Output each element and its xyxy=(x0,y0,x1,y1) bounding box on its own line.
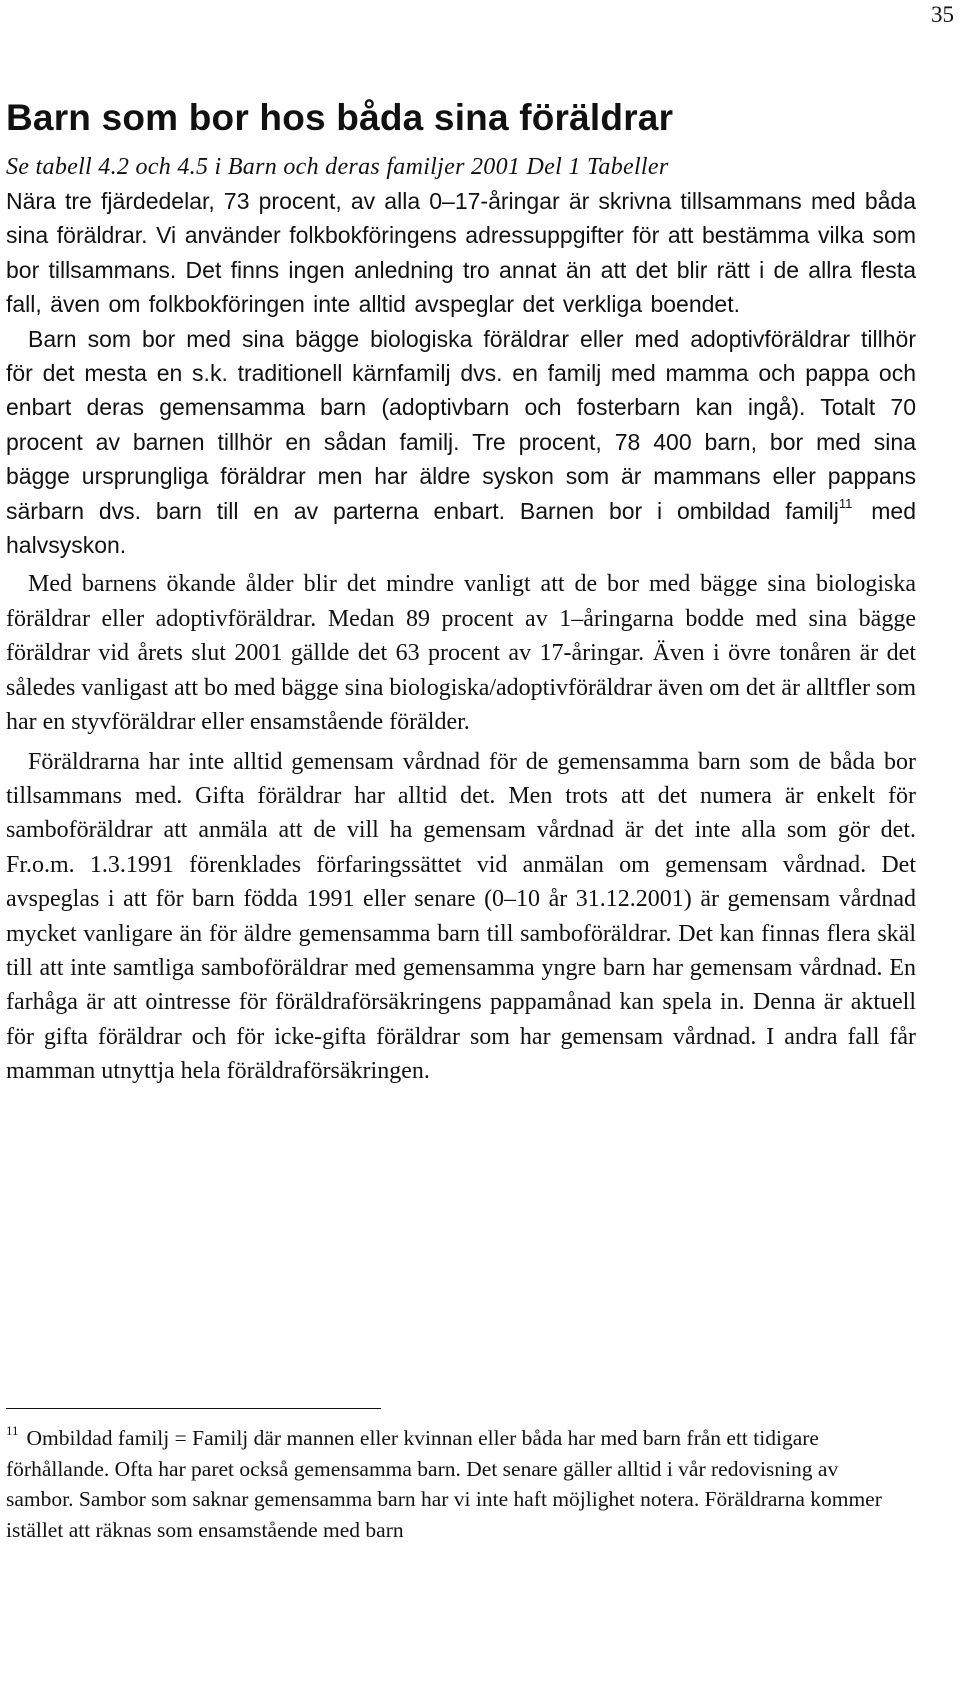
footnote-number: 11 xyxy=(6,1423,19,1438)
paragraph-4: Föräldrarna har inte alltid gemensam vårdnad för de gemensamma barn som de båda bor tillsammans med. Gifta föräldrar har alltid det. Men trots att det numera är enkelt för samboföräldrar att anmäla att de vill ha gemensam vårdnad är det inte alla som gör det. Fr.o.m. 1.3.1991 förenklades förfaringssättet vid anmälan om gemensam vårdnad. Det avspeglas i att för barn födda 1991 eller senare (0–10 år 31.12.2001) är gemensam vårdnad mycket vanligare än för äldre gemensamma barn till samboföräldrar. Det kan finnas flera skäl till att inte samtliga samboföräldrar med gemensamma yngre barn har gemensam vårdnad. En farhåga är att ointresse för föräldraförsäkringens pappamånad kan spela in. Denna är aktuell för gifta föräldrar och för icke-gifta föräldrar som har gemensam vårdnad. I andra fall får mamman utnyttja hela föräldraförsäkringen. xyxy=(6,748,916,1085)
footnote-text: Ombildad familj = Familj där mannen eller kvinnan eller båda har med barn från ett tidigare förhållande. Ofta har paret också gemensamma barn. Det senare gäller alltid i vår redovisning av sambor. Sambor som saknar gemensamma barn har vi inte haft möjlighet notera. Föräldrarna kommer istället att räknas som ensamstående med barn xyxy=(6,1426,882,1542)
paragraph-2-text-end: med halvsyskon. xyxy=(6,497,916,559)
table-reference: Se tabell 4.2 och 4.5 i Barn och deras familjer 2001 Del 1 Tabeller xyxy=(6,154,669,180)
main-content xyxy=(6,95,916,1089)
footnote xyxy=(6,1423,911,1545)
page-number: 35 xyxy=(931,2,954,27)
paragraph-1 xyxy=(6,184,916,322)
paragraph-3: Med barnens ökande ålder blir det mindre vanligt att de bor med bägge sina biologiska föräldrar eller adoptivföräldrar. Medan 89 procent av 1–åringarna bodde med sina bägge föräldrar vid årets slut 2001 gällde det 63 procent av 17-åringar. Även i övre tonåren är det således vanligast att bo med bägge sina biologiska/adoptivföräldrar även om det är alltfler som har en styvföräldrar eller ensamstående förälder. xyxy=(6,571,916,736)
paragraph-2-text: Barn som bor med sina bägge biologiska föräldrar eller med adoptivföräldrar tillhör för det mesta en s.k. traditionell kärnfamilj dvs. en familj med mamma och pappa och enbart deras gemensamma barn (adoptivbarn och fosterbarn kan ingå). Totalt 70 procent av barnen tillhör en sådan familj. Tre procent, 78 400 barn, bor med sina bägge ursprungliga föräldrar men har äldre syskon som är mammans eller pappans särbarn dvs. barn till en av parterna enbart. Barnen bor i ombildad familj xyxy=(6,325,916,524)
footnote-reference[interactable]: 11 xyxy=(838,495,853,511)
paragraph-2 xyxy=(6,322,916,563)
paragraph-1-text: Nära tre fjärdedelar, 73 procent, av alla 0–17-åringar är skrivna tillsammans med båda sina föräldrar. Vi använder folkbokföringens adressuppgifter för att bestämma vilka som bor tillsammans. Det finns ingen anledning tro annat än att det blir rätt i de allra flesta fall, även om folkbokföringen inte alltid avspeglar det verkliga boendet. xyxy=(6,188,916,318)
footnote-divider xyxy=(6,1408,381,1409)
section-heading: Barn som bor hos båda sina föräldrar xyxy=(6,97,674,138)
